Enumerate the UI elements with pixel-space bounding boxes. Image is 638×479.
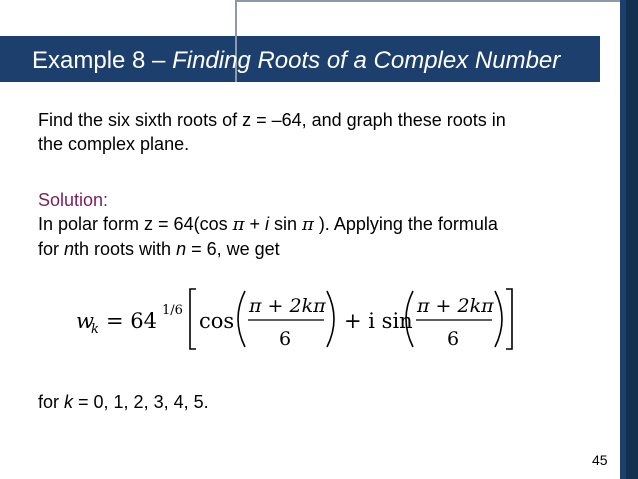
right-bracket (506, 289, 512, 349)
slide-title (32, 47, 560, 75)
polar-text-a: In polar form z = 64(cos (38, 214, 233, 234)
formula-exponent: 1/6 (162, 303, 183, 318)
solution-label: Solution: (38, 190, 109, 210)
polar-text-d: ). Applying the formula (313, 214, 498, 234)
numerator-1: π + 2kπ (249, 295, 326, 317)
pi-symbol-2: π (301, 214, 314, 235)
right-paren-2 (495, 291, 502, 347)
polar-text-c: sin (268, 214, 302, 234)
denominator-2: 6 (447, 328, 460, 350)
decorative-horizontal-line (235, 0, 620, 2)
k-values-line (38, 390, 209, 414)
roots-formula (76, 283, 536, 355)
k-variable: k (64, 392, 74, 412)
formula-equals-64: = 64 (106, 309, 157, 333)
k-text-b: = 0, 1, 2, 3, 4, 5. (73, 392, 209, 412)
nth-text-a: for (38, 239, 65, 259)
problem-statement (38, 108, 506, 156)
polar-text-b: + (244, 214, 265, 234)
n-variable: n (64, 239, 75, 259)
solution-block (38, 188, 498, 261)
formula-plus-i-sin: + i sin (344, 309, 413, 333)
numerator-2: π + 2kπ (417, 295, 494, 317)
nth-text-c: = 6, we get (186, 239, 280, 259)
formula-cos: cos (199, 309, 235, 333)
right-accent-strip-dark (626, 0, 638, 479)
polar-form-line (38, 212, 498, 237)
problem-line-1: Find the six sixth roots of z = –64, and graph these roots in (38, 110, 506, 130)
left-bracket (190, 289, 196, 349)
title-plain: Example 8 – (32, 47, 173, 74)
n-variable-2: n (176, 239, 187, 259)
problem-line-2: the complex plane. (38, 134, 190, 154)
page-number: 45 (592, 452, 608, 468)
right-paren-1 (327, 291, 334, 347)
formula-k-subscript: k (91, 322, 99, 337)
nth-roots-line (38, 237, 498, 261)
formula-w: w (76, 309, 94, 333)
k-text-a: for (38, 392, 65, 412)
pi-symbol: π (232, 214, 245, 235)
title-italic: Finding Roots of a Complex Number (172, 47, 561, 74)
denominator-1: 6 (279, 328, 292, 350)
imaginary-i: i (264, 214, 269, 234)
left-paren-1 (238, 291, 245, 347)
nth-text-b: th roots with (74, 239, 177, 259)
